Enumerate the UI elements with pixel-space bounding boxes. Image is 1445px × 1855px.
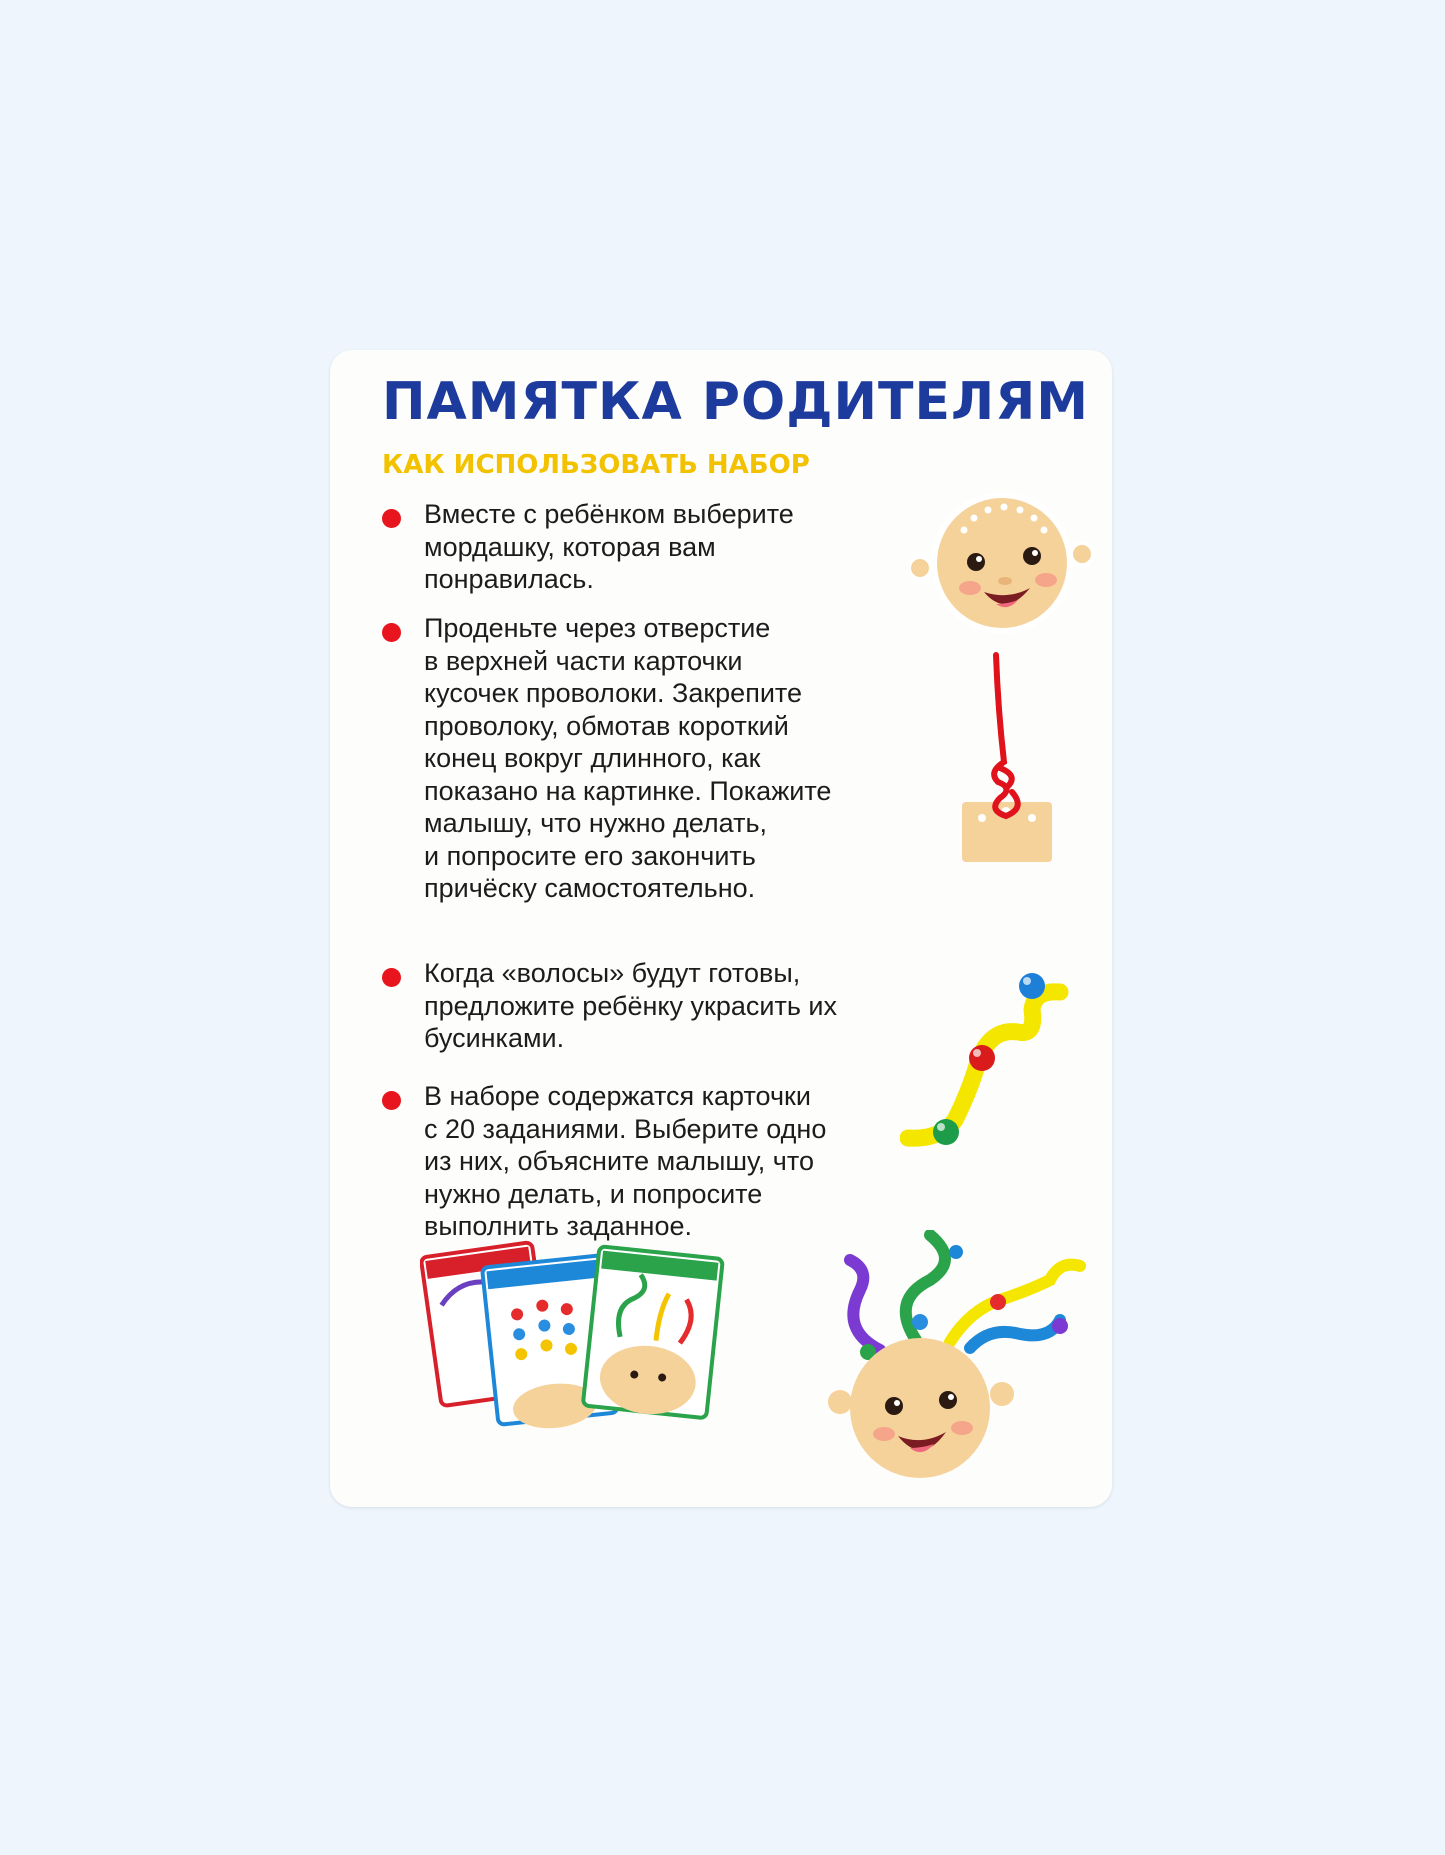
page-subtitle: КАК ИСПОЛЬЗОВАТЬ НАБОР <box>382 450 810 480</box>
bullet-icon <box>382 1091 401 1110</box>
list-item <box>382 612 962 905</box>
list-item <box>382 957 962 1055</box>
wire-knot-icon <box>940 650 1060 870</box>
task-cards-icon <box>420 1230 750 1430</box>
list-item <box>382 498 962 596</box>
bullet-icon <box>382 968 401 987</box>
list-item-text: Когда «волосы» будут готовы, предложите ребёнку украсить их бусинками. <box>424 958 837 1053</box>
list-item-text: Вместе с ребёнком выберите мордашку, которая вам понравилась. <box>424 499 794 594</box>
bullet-icon <box>382 509 401 528</box>
instruction-card <box>330 350 1112 1507</box>
list-item-text: Проденьте через отверстие в верхней части карточки кусочек проволоки. Закрепите проволоку, обмотав короткий конец вокруг длинного, как показано на картинке. Покажите малышу, что нужно делать, и попросите его закончить причёску самостоятельно. <box>424 613 832 903</box>
list-item <box>382 1080 962 1243</box>
smiling-face-card-icon <box>910 488 1110 638</box>
bullet-icon <box>382 623 401 642</box>
chenille-beads-icon <box>900 970 1100 1170</box>
face-with-hair-icon <box>780 1230 1100 1490</box>
list-item-text: В наборе содержатся карточки с 20 заданиями. Выберите одно из них, объясните малышу, что нужно делать, и попросите выполнить заданное. <box>424 1081 827 1241</box>
page-title: ПАМЯТКА РОДИТЕЛЯМ <box>382 372 1089 432</box>
